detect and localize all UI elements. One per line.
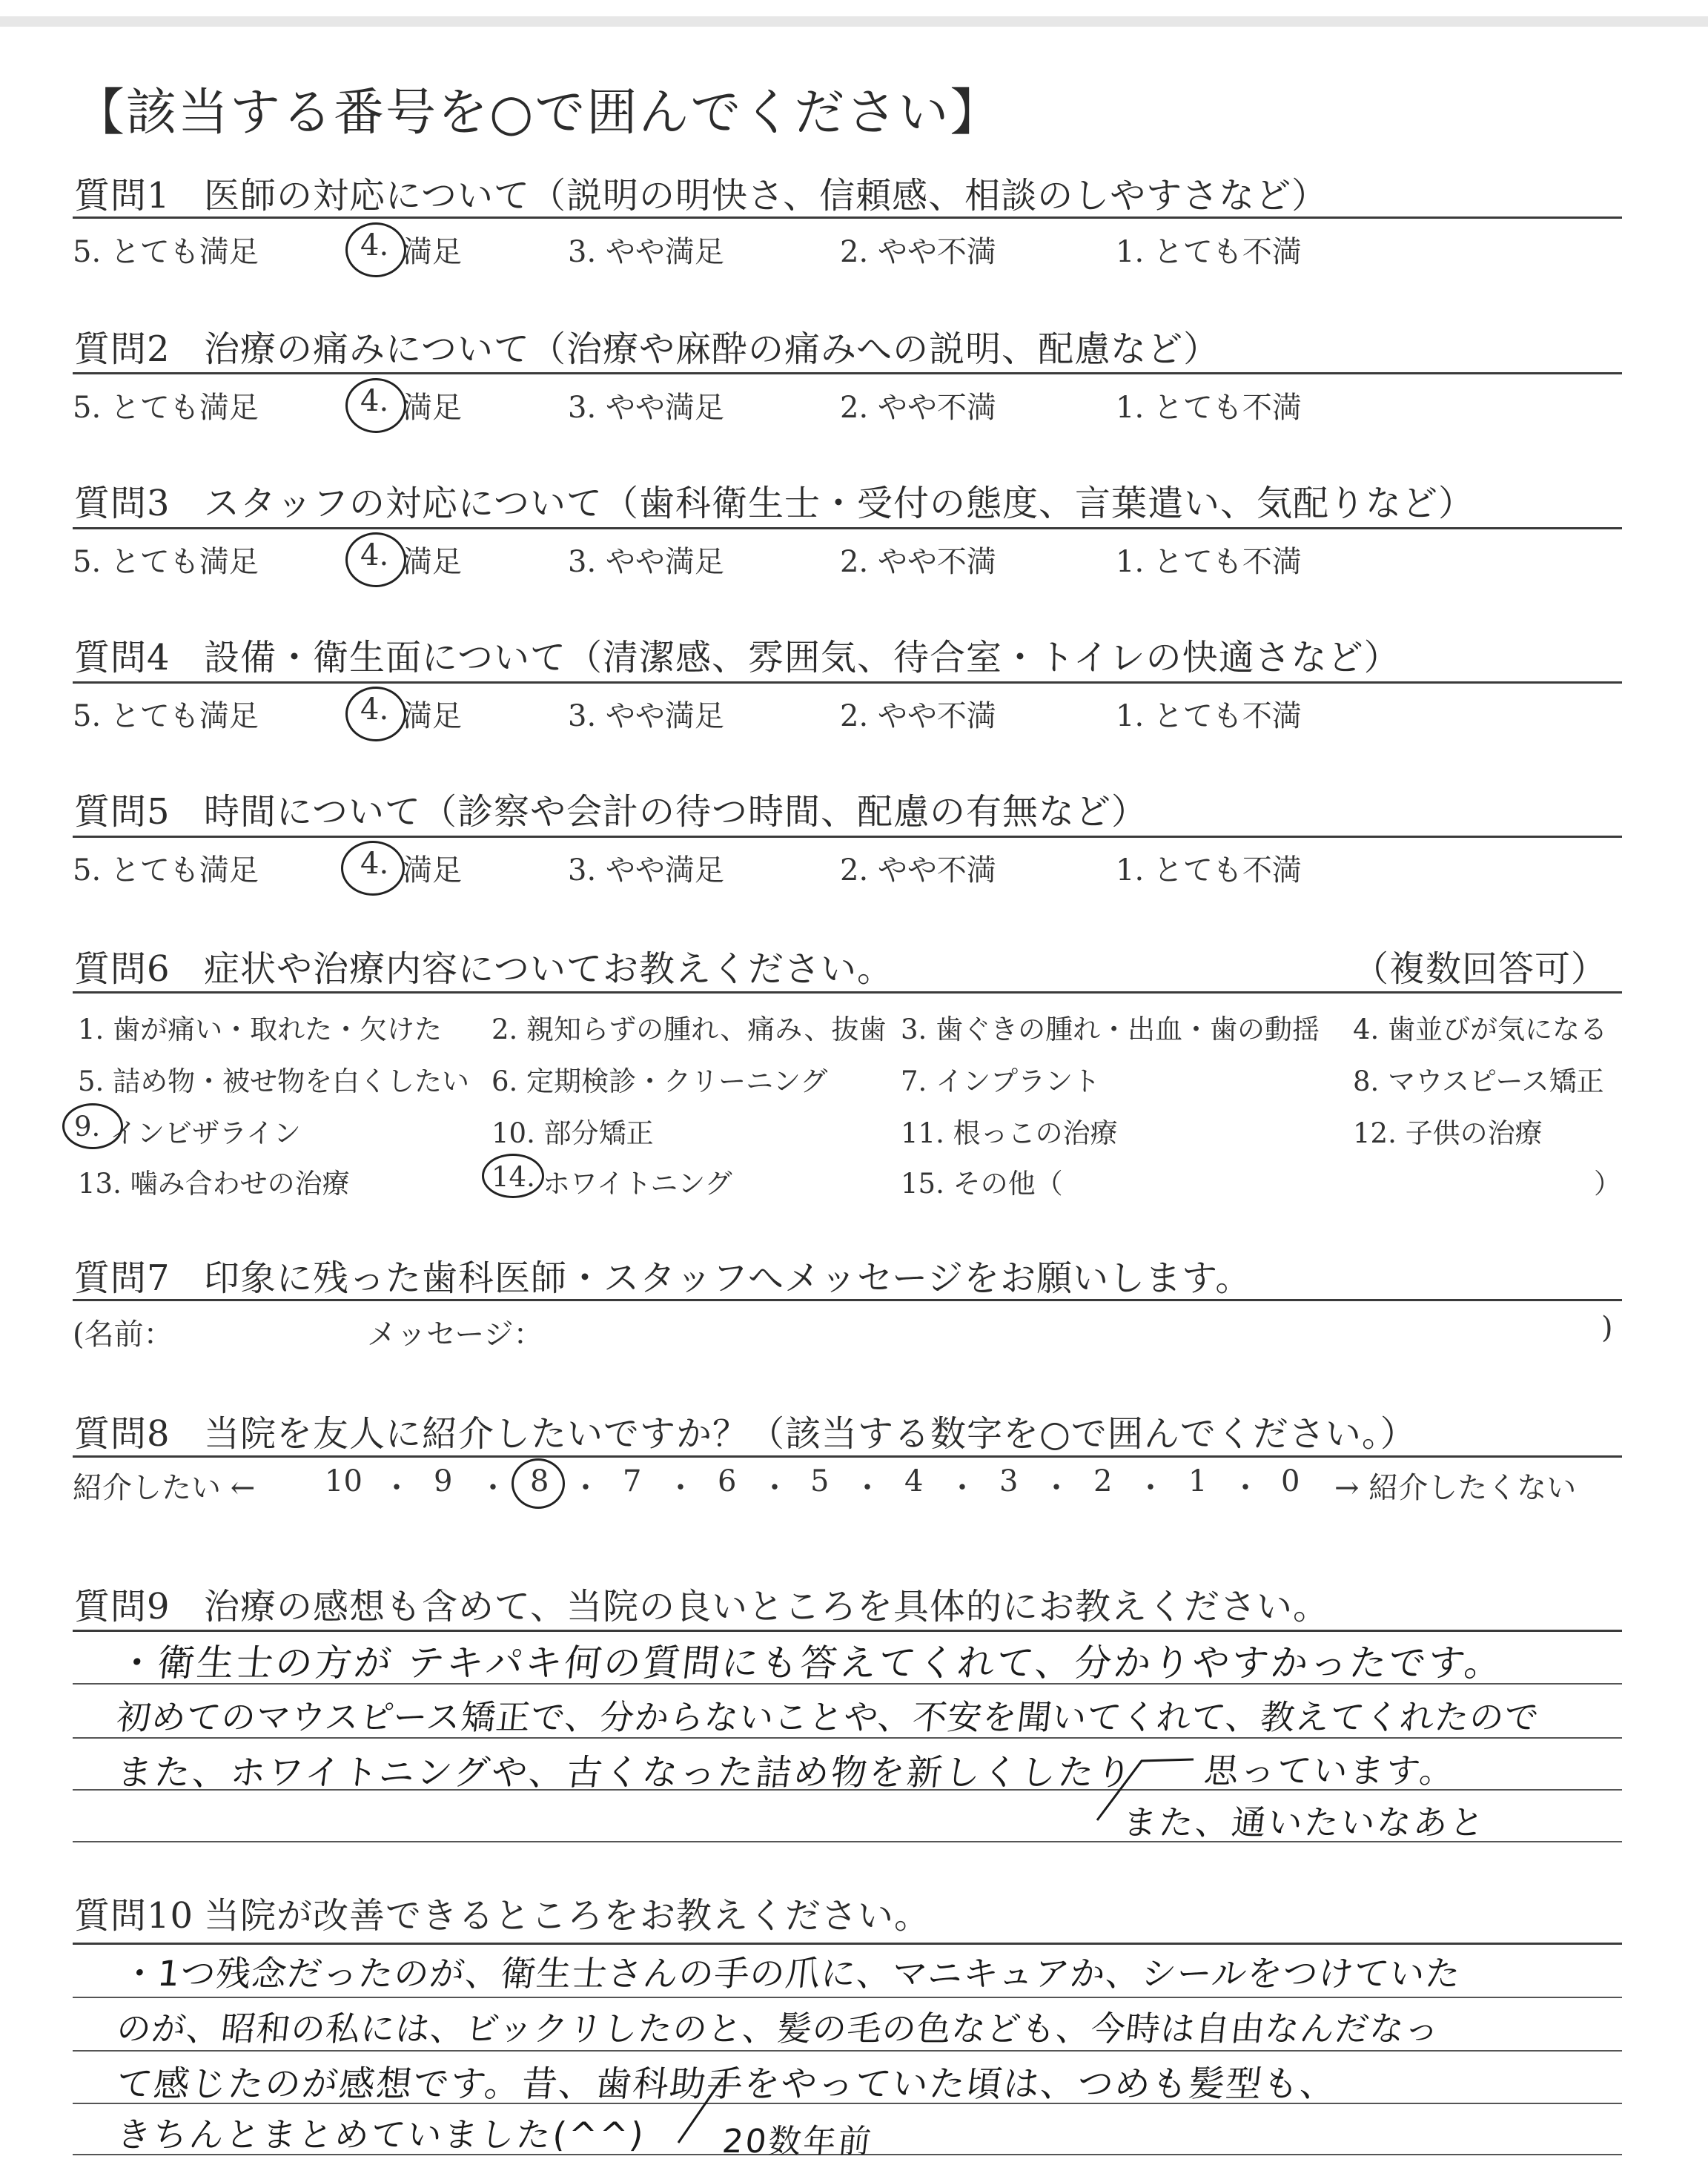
symptom-option[interactable]: 3. 歯ぐきの腫れ・出血・歯の動揺 bbox=[901, 1014, 1320, 1045]
symptom-option[interactable]: 1. 歯が痛い・取れた・欠けた bbox=[78, 1014, 443, 1045]
option-1[interactable]: 1. とても不満 bbox=[1116, 391, 1302, 425]
option-3[interactable]: 3. やや満足 bbox=[568, 235, 724, 269]
handwritten-insert-note: また、通いたいなあと bbox=[1120, 1802, 1489, 1842]
option-5[interactable]: 5. とても満足 bbox=[73, 235, 259, 269]
symptom-option-number[interactable]: 9. bbox=[74, 1111, 101, 1143]
option-1[interactable]: 1. とても不満 bbox=[1116, 545, 1302, 579]
option-4-number[interactable]: 4. bbox=[360, 384, 389, 418]
question-text: 当院を友人に紹介したいですか？（該当する数字を○で囲んでください。） bbox=[204, 1413, 1417, 1455]
scale-dot: ・ bbox=[666, 1471, 695, 1505]
question-label: 質問2 bbox=[74, 328, 171, 370]
symptom-option-label[interactable]: ホワイトニング bbox=[543, 1168, 732, 1200]
name-label: (名前： bbox=[73, 1318, 173, 1352]
handwritten-answer-line: のが、昭和の私には、ビックリしたのと、髪の毛の色なども、今時は自由なんだなっ bbox=[114, 2009, 1442, 2049]
option-4-number[interactable]: 4. bbox=[360, 228, 389, 262]
handwritten-answer-line: 初めてのマウスピース矯正で、分からないことや、不安を聞いてくれて、教えてくれたので bbox=[114, 1697, 1542, 1737]
insertion-mark bbox=[1090, 1753, 1201, 1824]
symptom-option[interactable]: 6. 定期検診・クリーニング bbox=[491, 1065, 828, 1097]
question-rule bbox=[73, 1630, 1622, 1632]
selected-circle bbox=[345, 532, 406, 587]
question-rule bbox=[73, 681, 1622, 684]
question-text: 治療の感想も含めて、当院の良いところを具体的にお教えください。 bbox=[204, 1586, 1330, 1627]
question-rule bbox=[73, 1943, 1622, 1945]
option-4-label[interactable]: 満足 bbox=[403, 545, 462, 579]
option-2[interactable]: 2. やや不満 bbox=[840, 545, 996, 579]
option-4-label[interactable]: 満足 bbox=[403, 391, 462, 425]
handwritten-answer-line: て感じたのが感想です。昔、歯科助手をやっていた頃は、つめも髪型も、 bbox=[114, 2063, 1340, 2105]
scale-4[interactable]: 4 bbox=[904, 1464, 924, 1498]
scale-1[interactable]: 1 bbox=[1188, 1464, 1208, 1498]
close-paren: ) bbox=[1601, 1311, 1613, 1345]
scale-left-label: 紹介したい ← bbox=[73, 1471, 256, 1505]
handwritten-insert-note: 20数年前 bbox=[720, 2123, 875, 2161]
symptom-option[interactable]: 15. その他（ bbox=[901, 1168, 1063, 1200]
option-5[interactable]: 5. とても満足 bbox=[73, 545, 259, 579]
multiple-answer-note: （複数回答可） bbox=[1353, 948, 1608, 990]
question-rule bbox=[73, 527, 1622, 529]
question-rule bbox=[73, 1299, 1622, 1301]
option-2[interactable]: 2. やや不満 bbox=[840, 853, 996, 887]
page-title: 【該当する番号を○で囲んでください】 bbox=[74, 84, 1002, 142]
option-1[interactable]: 1. とても不満 bbox=[1116, 699, 1302, 733]
option-1[interactable]: 1. とても不満 bbox=[1116, 853, 1302, 887]
question-label: 質問10 bbox=[74, 1895, 194, 1937]
scale-dot: ・ bbox=[853, 1471, 882, 1505]
scale-dot: ・ bbox=[760, 1471, 790, 1505]
question-label: 質問3 bbox=[74, 483, 171, 524]
option-2[interactable]: 2. やや不満 bbox=[840, 391, 996, 425]
symptom-option[interactable]: 11. 根っこの治療 bbox=[901, 1117, 1118, 1149]
question-label: 質問9 bbox=[74, 1586, 171, 1627]
scale-dot: ・ bbox=[571, 1471, 600, 1505]
symptom-option[interactable]: 2. 親知らずの腫れ、痛み、抜歯 bbox=[491, 1014, 887, 1045]
selected-circle bbox=[345, 687, 406, 741]
handwritten-answer-line: きちんとまとめていました(^^) bbox=[114, 2115, 648, 2155]
handwritten-answer-line: ・衛生士の方が テキパキ何の質問にも答えてくれて、分かりやすかったです。 bbox=[116, 1642, 1506, 1685]
scale-dot: ・ bbox=[478, 1471, 508, 1505]
option-2[interactable]: 2. やや不満 bbox=[840, 235, 996, 269]
scale-6[interactable]: 6 bbox=[718, 1464, 737, 1498]
question-text: 治療の痛みについて（治療や麻酔の痛みへの説明、配慮など） bbox=[204, 328, 1220, 370]
option-4-number[interactable]: 4. bbox=[360, 847, 389, 881]
question-rule bbox=[73, 1455, 1622, 1458]
other-close-paren: ） bbox=[1594, 1168, 1621, 1200]
selected-circle bbox=[345, 222, 406, 277]
scale-dot: ・ bbox=[1042, 1471, 1071, 1505]
question-label: 質問5 bbox=[74, 791, 171, 833]
symptom-option[interactable]: 10. 部分矯正 bbox=[491, 1117, 654, 1149]
scale-5[interactable]: 5 bbox=[810, 1464, 830, 1498]
symptom-option[interactable]: 8. マウスピース矯正 bbox=[1353, 1065, 1604, 1097]
question-label: 質問7 bbox=[74, 1257, 171, 1299]
scale-dot: ・ bbox=[947, 1471, 977, 1505]
handwritten-answer-line: ・1つ残念だったのが、衛生士さんの手の爪に、マニキュアか、シールをつけていた bbox=[119, 1954, 1463, 1994]
option-4-label[interactable]: 満足 bbox=[403, 699, 462, 733]
question-text: 時間について（診察や会計の待つ時間、配慮の有無など） bbox=[204, 791, 1148, 833]
option-4-label[interactable]: 満足 bbox=[403, 853, 462, 887]
question-label: 質問4 bbox=[74, 637, 171, 678]
option-4-number[interactable]: 4. bbox=[360, 538, 389, 572]
option-4-number[interactable]: 4. bbox=[360, 692, 389, 727]
scale-2[interactable]: 2 bbox=[1093, 1464, 1113, 1498]
question-text: 医師の対応について（説明の明快さ、信頼感、相談のしやすさなど） bbox=[204, 175, 1328, 216]
top-edge bbox=[0, 16, 1708, 27]
option-4-label[interactable]: 満足 bbox=[403, 235, 462, 269]
handwritten-answer-line: 思っています。 bbox=[1202, 1751, 1458, 1791]
scale-dot: ・ bbox=[382, 1471, 411, 1505]
question-label: 質問1 bbox=[74, 175, 171, 216]
handwritten-answer-line: また、ホワイトニングや、古くなった詰め物を新しくしたり bbox=[114, 1752, 1136, 1794]
symptom-option[interactable]: 5. 詰め物・被せ物を白くしたい bbox=[78, 1065, 470, 1097]
selected-circle bbox=[62, 1103, 123, 1149]
selected-circle bbox=[345, 378, 406, 433]
question-rule bbox=[73, 372, 1622, 374]
symptom-option-label[interactable]: インビザライン bbox=[110, 1117, 301, 1149]
selected-circle bbox=[482, 1154, 544, 1198]
message-label: メッセージ： bbox=[367, 1318, 543, 1352]
writing-line bbox=[73, 1997, 1622, 1998]
scale-3[interactable]: 3 bbox=[999, 1464, 1019, 1498]
question-text: 設備・衛生面について（清潔感、雰囲気、待合室・トイレの快適さなど） bbox=[204, 637, 1400, 678]
scale-0[interactable]: 0 bbox=[1281, 1464, 1300, 1498]
question-rule bbox=[73, 836, 1622, 838]
symptom-option[interactable]: 13. 噛み合わせの治療 bbox=[78, 1168, 350, 1200]
scale-9[interactable]: 9 bbox=[434, 1464, 453, 1498]
question-label: 質問6 bbox=[74, 948, 171, 990]
symptom-option[interactable]: 7. インプラント bbox=[901, 1065, 1101, 1097]
scale-10[interactable]: 10 bbox=[325, 1464, 363, 1498]
option-5[interactable]: 5. とても満足 bbox=[73, 699, 259, 733]
option-3[interactable]: 3. やや満足 bbox=[568, 545, 724, 579]
selected-circle bbox=[341, 841, 405, 896]
scale-dot: ・ bbox=[1231, 1471, 1260, 1505]
option-3[interactable]: 3. やや満足 bbox=[568, 853, 724, 887]
symptom-option[interactable]: 4. 歯並びが気になる bbox=[1353, 1014, 1608, 1045]
option-5[interactable]: 5. とても満足 bbox=[73, 853, 259, 887]
question-text: スタッフの対応について（歯科衛生士・受付の態度、言葉遣い、気配りなど） bbox=[204, 483, 1475, 524]
scale-8[interactable]: 8 bbox=[530, 1464, 549, 1498]
option-5[interactable]: 5. とても満足 bbox=[73, 391, 259, 425]
question-label: 質問8 bbox=[74, 1413, 171, 1455]
question-rule bbox=[73, 216, 1622, 219]
insertion-mark bbox=[671, 2072, 738, 2146]
selected-circle bbox=[512, 1458, 565, 1509]
question-text: 当院が改善できるところをお教えください。 bbox=[204, 1895, 931, 1937]
question-text: 印象に残った歯科医師・スタッフへメッセージをお願いします。 bbox=[204, 1257, 1252, 1299]
option-2[interactable]: 2. やや不満 bbox=[840, 699, 996, 733]
symptom-option-number[interactable]: 14. bbox=[491, 1161, 535, 1193]
option-3[interactable]: 3. やや満足 bbox=[568, 699, 724, 733]
scale-right-label: → 紹介したくない bbox=[1334, 1471, 1577, 1505]
question-text: 症状や治療内容についてお教えください。 bbox=[204, 948, 894, 990]
scale-dot: ・ bbox=[1136, 1471, 1165, 1505]
option-1[interactable]: 1. とても不満 bbox=[1116, 235, 1302, 269]
symptom-option[interactable]: 12. 子供の治療 bbox=[1353, 1117, 1543, 1149]
option-3[interactable]: 3. やや満足 bbox=[568, 391, 724, 425]
question-rule bbox=[73, 991, 1622, 994]
scale-7[interactable]: 7 bbox=[623, 1464, 642, 1498]
